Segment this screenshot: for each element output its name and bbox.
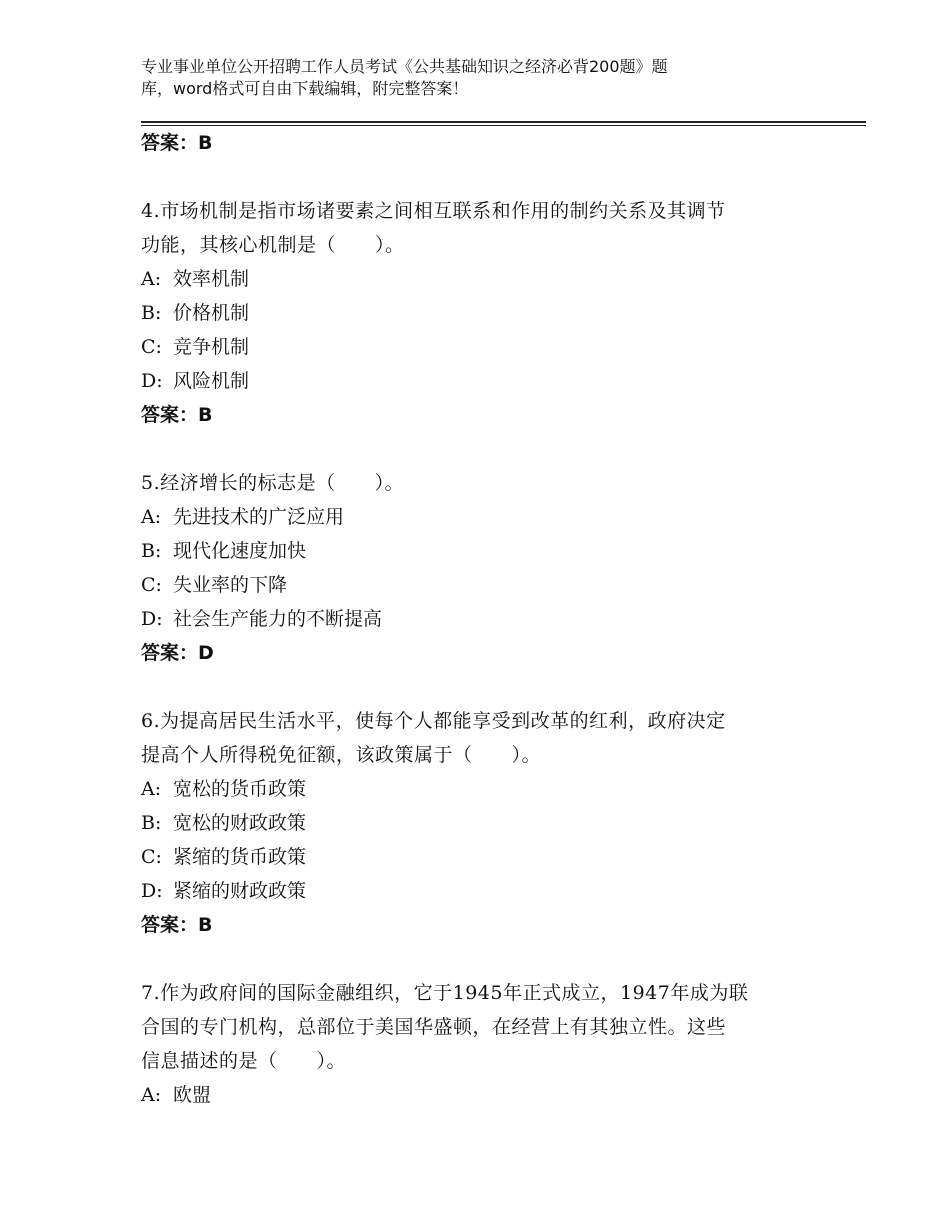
- option-letter: C:: [141, 846, 162, 868]
- option-text: 紧缩的财政政策: [173, 880, 307, 902]
- question-5-stem-line-1: 5.经济增长的标志是（ ）。: [141, 472, 405, 494]
- question-4-option-a: [141, 262, 821, 296]
- question-6: [141, 704, 821, 942]
- header-title-line-2: 库，word格式可自由下载编辑，附完整答案！: [141, 79, 469, 98]
- question-5: [141, 466, 821, 670]
- question-6-stem: [141, 704, 821, 772]
- question-6-option-c: [141, 840, 821, 874]
- document-body: [141, 126, 821, 1112]
- question-7-stem-line-2: 合国的专门机构，总部位于美国华盛顿，在经营上有其独立性。这些: [141, 1016, 727, 1038]
- question-5-stem: [141, 466, 821, 500]
- question-5-option-c: [141, 568, 821, 602]
- question-5-option-a: [141, 500, 821, 534]
- option-text: 欧盟: [173, 1084, 212, 1106]
- option-letter: A:: [141, 268, 162, 290]
- question-7-stem-line-3: 信息描述的是（ ）。: [141, 1050, 347, 1072]
- option-letter: C:: [141, 336, 162, 358]
- option-text: 现代化速度加快: [173, 540, 307, 562]
- option-text: 效率机制: [173, 268, 250, 290]
- question-6-stem-line-1: 6.为提高居民生活水平，使每个人都能享受到改革的红利，政府决定: [141, 710, 726, 732]
- question-6-answer: 答案：B: [141, 914, 213, 936]
- question-4-option-d: [141, 364, 821, 398]
- option-letter: A:: [141, 506, 162, 528]
- question-7: [141, 976, 821, 1112]
- document-header: [141, 56, 781, 100]
- option-text: 宽松的货币政策: [173, 778, 307, 800]
- option-letter: B:: [141, 302, 162, 324]
- option-letter: A:: [141, 1084, 162, 1106]
- question-7-stem: [141, 976, 821, 1078]
- option-text: 先进技术的广泛应用: [173, 506, 345, 528]
- question-4-stem: [141, 194, 821, 262]
- option-text: 紧缩的货币政策: [173, 846, 307, 868]
- question-5-answer: 答案：D: [141, 642, 214, 664]
- question-4-stem-line-1: 4.市场机制是指市场诸要素之间相互联系和作用的制约关系及其调节: [141, 200, 726, 222]
- question-6-option-d: [141, 874, 821, 908]
- question-5-option-d: [141, 602, 821, 636]
- question-4-option-c: [141, 330, 821, 364]
- question-4-option-b: [141, 296, 821, 330]
- option-letter: A:: [141, 778, 162, 800]
- question-6-option-b: [141, 806, 821, 840]
- option-text: 价格机制: [173, 302, 250, 324]
- option-letter: D:: [141, 608, 163, 630]
- option-text: 竞争机制: [173, 336, 250, 358]
- question-7-stem-line-1: 7.作为政府间的国际金融组织，它于1945年正式成立，1947年成为联: [141, 982, 749, 1004]
- option-text: 宽松的财政政策: [173, 812, 307, 834]
- question-4-answer: 答案：B: [141, 404, 213, 426]
- answer-previous: 答案：B: [141, 132, 213, 154]
- option-letter: B:: [141, 812, 162, 834]
- option-text: 失业率的下降: [173, 574, 288, 596]
- option-letter: C:: [141, 574, 162, 596]
- option-letter: B:: [141, 540, 162, 562]
- question-5-option-b: [141, 534, 821, 568]
- question-6-option-a: [141, 772, 821, 806]
- question-6-stem-line-2: 提高个人所得税免征额，该政策属于（ ）。: [141, 744, 542, 766]
- option-letter: D:: [141, 880, 163, 902]
- option-text: 风险机制: [173, 370, 250, 392]
- option-text: 社会生产能力的不断提高: [173, 608, 383, 630]
- question-4-stem-line-2: 功能，其核心机制是（ ）。: [141, 234, 405, 256]
- question-7-option-a: [141, 1078, 821, 1112]
- option-letter: D:: [141, 370, 163, 392]
- header-title-line-1: 专业事业单位公开招聘工作人员考试《公共基础知识之经济必背200题》题: [141, 57, 668, 76]
- question-4: [141, 194, 821, 432]
